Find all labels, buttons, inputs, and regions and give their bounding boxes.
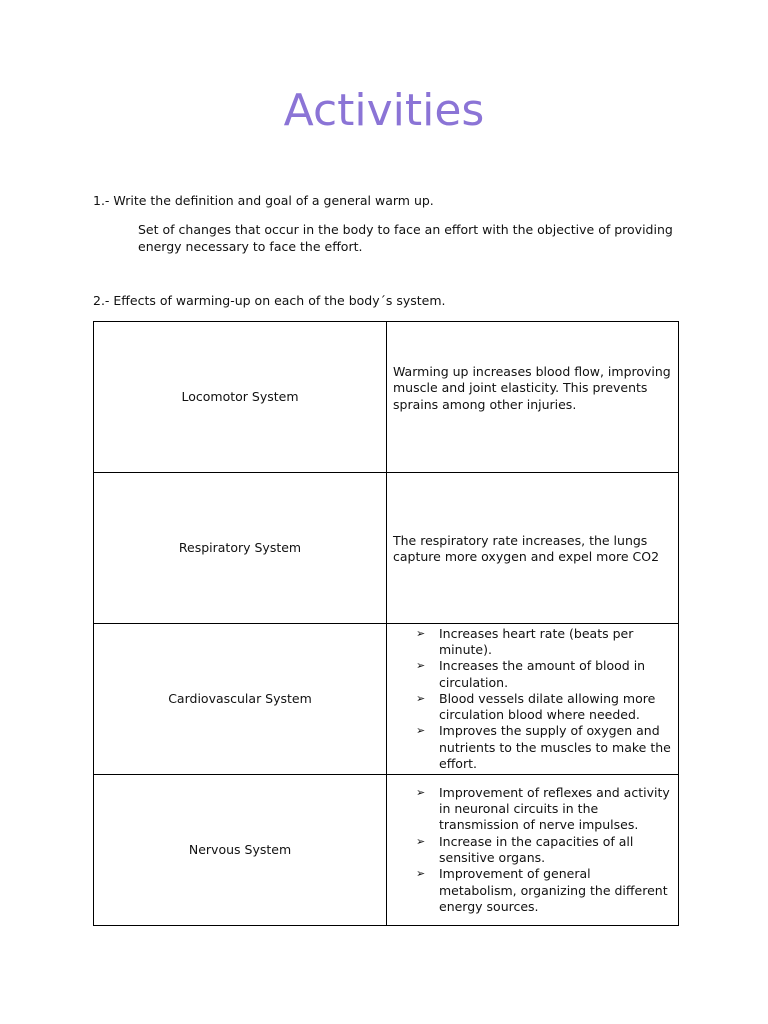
arrow-bullet-icon: ➢ [416, 626, 426, 640]
system-effect-locomotor [387, 322, 679, 473]
system-effect-respiratory [387, 473, 679, 624]
list-item: ➢ Increases heart rate (beats per minute). [416, 625, 634, 657]
arrow-bullet-icon: ➢ [416, 691, 426, 705]
question-1-answer: Set of changes that occur in the body to face an effort with the objective of providing energy necessary to face the effort. [138, 222, 673, 254]
list-item: ➢ Improves the supply of oxygen and nutrients to the muscles to make the effort. [416, 723, 671, 772]
arrow-bullet-icon: ➢ [416, 659, 426, 673]
question-1-prompt: 1.- Write the definition and goal of a general warm up. [93, 193, 434, 208]
list-item: ➢ Blood vessels dilate allowing more circulation blood where needed. [416, 690, 656, 723]
system-name-cardiovascular: Cardiovascular System [94, 624, 387, 775]
list-item: ➢ Increases the amount of blood in circulation. [416, 658, 646, 690]
effect-bullet-list [393, 626, 672, 773]
table-row [94, 322, 679, 473]
table-row [94, 473, 679, 624]
table-row [94, 775, 679, 926]
arrow-bullet-icon: ➢ [416, 867, 426, 881]
arrow-bullet-icon: ➢ [416, 785, 426, 799]
system-effect-nervous [387, 775, 679, 926]
list-item: ➢ Improvement of reflexes and activity in neuronal circuits in the transmission of nerve impulses. [416, 784, 670, 833]
system-effect-cardiovascular [387, 624, 679, 775]
effect-text: The respiratory rate increases, the lungs capture more oxygen and expel more CO2 [393, 532, 660, 564]
system-name-nervous: Nervous System [94, 775, 387, 926]
system-name-respiratory: Respiratory System [94, 473, 387, 624]
effect-bullet-list [393, 785, 672, 915]
list-item: ➢ Increase in the capacities of all sensitive organs. [416, 833, 634, 865]
body-systems-table [93, 321, 679, 926]
arrow-bullet-icon: ➢ [416, 724, 426, 738]
table-row [94, 624, 679, 775]
list-item: ➢ Improvement of general metabolism, organizing the different energy sources. [416, 866, 668, 914]
question-2-prompt: 2.- Effects of warming-up on each of the body´s system. [93, 293, 446, 308]
page-title: Activities [283, 85, 485, 136]
system-name-locomotor: Locomotor System [94, 322, 387, 473]
effect-text: Warming up increases blood flow, improving muscle and joint elasticity. This prevents sprains among other injuries. [393, 364, 671, 412]
arrow-bullet-icon: ➢ [416, 834, 426, 848]
